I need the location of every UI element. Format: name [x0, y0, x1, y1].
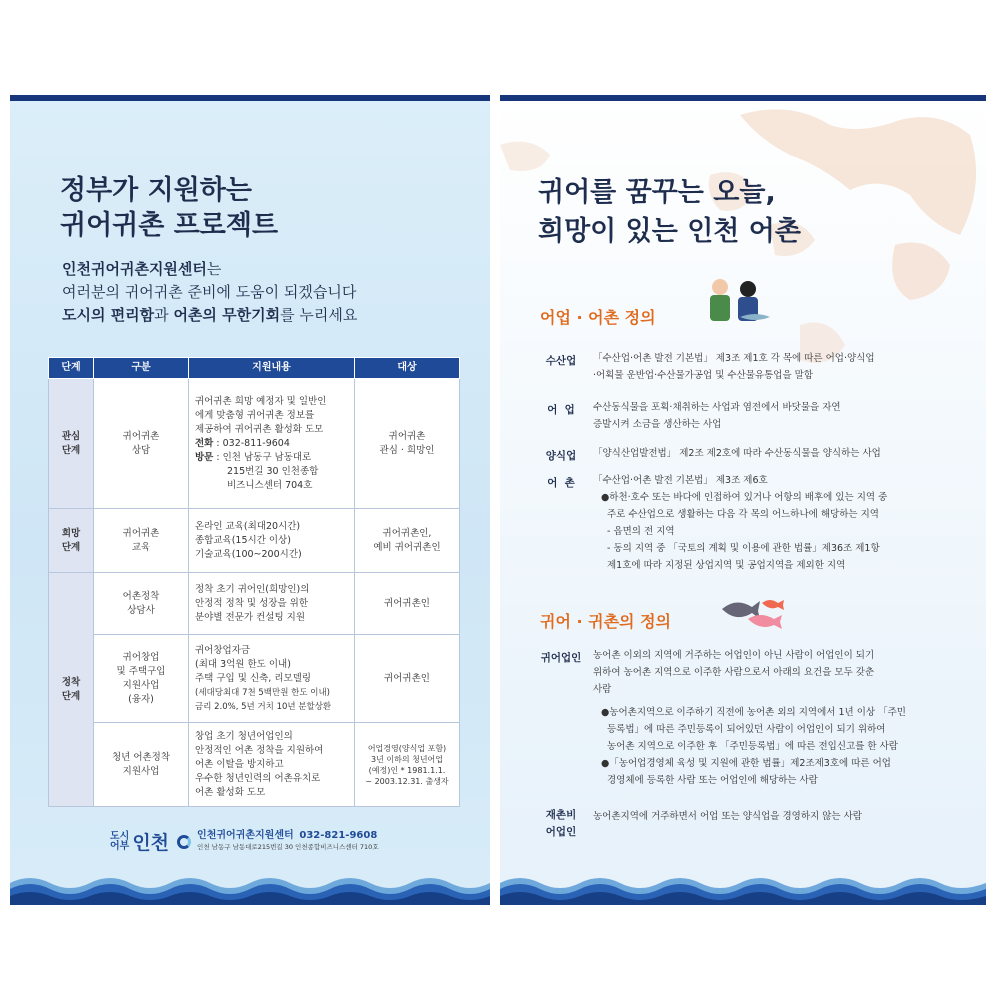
term-returning-fisher: 귀어업인: [540, 652, 582, 664]
center-name: 인천귀어귀촌지원센터: [197, 830, 294, 841]
support-line: 금리 2.0%, 5년 거치 10년 분할상환: [195, 701, 332, 712]
right-title-line2: 희망이 있는 인천 어촌: [538, 216, 801, 247]
support-cell: [189, 509, 355, 573]
right-title-line1: 귀어를 꿈꾸는 오늘,: [538, 177, 776, 208]
support-cell: [189, 379, 355, 509]
support-line: 안정적 정착 및 성장을 위한: [195, 597, 309, 609]
col-stage: 단계: [49, 358, 94, 379]
def-fisheries: [593, 350, 973, 384]
category-cell: 청년 어촌정착 지원사업: [94, 723, 189, 807]
term-fishing-village: 어 촌: [547, 477, 575, 489]
center-address: 인천 남동구 남동대로215번길 30 인천종합비즈니스센터 710호: [197, 843, 379, 851]
def-resident-nonfisher: [593, 808, 973, 825]
term-resident-nonfisher: 재촌비 어업인: [545, 809, 577, 838]
table-row: [49, 573, 460, 635]
center-phone: 032-821-9608: [299, 830, 378, 841]
wave-decoration: [10, 869, 490, 905]
def-line: 농어촌 지역으로 이주한 후 「주민등록법」에 따른 전입신고를 한 사람: [607, 741, 898, 752]
def-line: - 읍면의 전 지역: [607, 526, 675, 537]
logo-incheon: 인천: [132, 832, 170, 854]
fishermen-illustration: [700, 273, 772, 329]
fish-icon: [718, 595, 790, 637]
table-row: [49, 635, 460, 723]
visit-value: : 인천 남동구 남동대로: [213, 451, 312, 463]
intro-center-name: 인천귀어귀촌지원센터: [62, 260, 207, 278]
def-aquaculture: [593, 445, 973, 462]
support-line: 정착 초기 귀어인(희망인)의: [195, 583, 310, 595]
def-line: ·어획물 운반업·수산물가공업 및 수산물유통업을 말함: [593, 370, 814, 381]
def-line: 「양식산업발전법」 제2조 제2호에 따라 수산동식물을 양식하는 사업: [593, 448, 881, 459]
def-line: 농어촌지역에 거주하면서 어업 또는 양식업을 경영하지 않는 사람: [593, 811, 862, 822]
term-aquaculture: 양식업: [545, 450, 577, 462]
logo-small-text: 도시 어부: [110, 830, 130, 852]
category-cell: 귀어창업 및 주택구입 지원사업 (융자): [94, 635, 189, 723]
left-intro: [62, 258, 482, 327]
target-cell: 귀어귀촌인: [355, 635, 460, 723]
left-title-line2: 귀어귀촌 프로젝트: [60, 210, 279, 241]
support-cell: [189, 635, 355, 723]
support-line: 분야별 전문가 컨설팅 지원: [195, 611, 306, 623]
support-line: (세대당최대 7천 5백만원 한도 이내): [195, 687, 331, 698]
def-line: 「수산업·어촌 발전 기본법」 제3조 제1호 각 목에 따른 어업·양식업: [593, 353, 875, 364]
wave-decoration: [500, 869, 986, 905]
support-table: [48, 357, 460, 807]
table-row: [49, 509, 460, 573]
def-line: 증발시켜 소금을 생산하는 사업: [593, 419, 722, 430]
target-cell: 귀어귀촌인: [355, 573, 460, 635]
col-support: 지원내용: [189, 358, 355, 379]
phone-label: 전화: [195, 437, 214, 449]
table-row: [49, 379, 460, 509]
category-cell: 귀어귀촌 교육: [94, 509, 189, 573]
def-returning-fisher: [593, 647, 973, 789]
support-line: 귀어창업자금: [195, 644, 251, 656]
category-cell: 귀어귀촌 상담: [94, 379, 189, 509]
visit-label: 방문: [195, 451, 214, 463]
intro-t1: 과: [154, 306, 174, 324]
col-category: 구분: [94, 358, 189, 379]
table-header-row: [49, 358, 460, 379]
support-line: 안정적인 어촌 정착을 지원하여: [195, 744, 324, 756]
phone-value: : 032-811-9604: [213, 437, 290, 449]
support-cell: [189, 723, 355, 807]
def-line: 사람: [593, 684, 612, 695]
intro-b2: 어촌의 무한기회: [173, 306, 281, 324]
def-line: ●농어촌지역으로 이주하기 직전에 농어촌 외의 지역에서 1년 이상 「주민: [601, 707, 906, 718]
def-line: 제1호에 따라 지정된 상업지역 및 공업지역을 제외한 지역: [607, 560, 846, 571]
def-line: ●「농어업경영체 육성 및 지원에 관한 법률」제2조제3호에 따른 어업: [601, 758, 891, 769]
support-line: 제공하여 귀어귀촌 활성화 도모: [195, 423, 324, 435]
visit-value: 비즈니스센터 704호: [227, 479, 313, 491]
def-line: - 동의 지역 중 「국토의 계획 및 이용에 관한 법률」제36조 제1항: [607, 543, 880, 554]
support-line: (최대 3억원 한도 이내): [195, 658, 291, 670]
support-line: 종합교육(15시간 이상): [195, 534, 291, 546]
target-cell: 어업경영(양식업 포함) 3년 이하의 청년어업 (예정)인 * 1981.1.1. ~ 2003.12.31. 출생자: [355, 723, 460, 807]
def-line: 등록법」에 따른 주민등록이 되어있던 사람이 어업인이 되기 위하여: [607, 724, 886, 735]
target-cell: 귀어귀촌 관심 · 희망인: [355, 379, 460, 509]
def-fishing-village: [593, 472, 973, 574]
term-fisheries: 수산업: [545, 355, 577, 367]
def-line: 주로 수산업으로 생활하는 다음 각 목의 어느하나에 해당하는 지역: [607, 509, 879, 520]
def-line: 위하여 농어촌 지역으로 이주한 사람으로서 아래의 요건을 모두 갖춘: [593, 667, 875, 678]
support-line: 에게 맞춤형 귀어귀촌 정보를: [195, 409, 315, 421]
def-line: 경영체에 등록한 사람 또는 어업인에 해당하는 사람: [607, 775, 818, 786]
left-title-line1: 정부가 지원하는: [60, 175, 252, 206]
left-panel: [10, 95, 490, 905]
def-line: 농어촌 이외의 지역에 거주하는 어업인이 아닌 사람이 어업인이 되기: [593, 650, 875, 661]
stage-cell: 정착 단계: [49, 573, 94, 807]
support-line: 창업 초기 청년어업인의: [195, 730, 293, 742]
right-panel: [500, 95, 986, 905]
support-line: 어촌 활성화 도모: [195, 786, 266, 798]
support-line: 귀어귀촌 희망 예정자 및 일반인: [195, 395, 327, 407]
intro-b1: 도시의 편리함: [62, 306, 155, 324]
target-cell: 귀어귀촌인, 예비 귀어귀촌인: [355, 509, 460, 573]
intro-t2: 를 누리세요: [280, 306, 358, 324]
intro-line1-rest: 는: [206, 260, 222, 278]
col-target: 대상: [355, 358, 460, 379]
stage-cell: 관심 단계: [49, 379, 94, 509]
visit-value: 215번길 30 인천종합: [227, 465, 319, 477]
section-fishery-definition: 어업 · 어촌 정의: [540, 308, 656, 327]
top-bar: [10, 95, 490, 101]
term-fishing: 어 업: [547, 404, 575, 416]
center-info: [197, 830, 379, 853]
intro-line2: 여러분의 귀어귀촌 준비에 도움이 되겠습니다: [62, 283, 357, 301]
table-row: [49, 723, 460, 807]
section-return-definition: 귀어 · 귀촌의 정의: [540, 612, 671, 631]
right-title: [538, 173, 801, 251]
category-cell: 어촌정착 상담사: [94, 573, 189, 635]
support-line: 온라인 교육(최대20시간): [195, 520, 301, 532]
support-line: 우수한 청년인력의 어촌유치로: [195, 772, 321, 784]
footer: [110, 828, 379, 855]
stage-cell: 희망 단계: [49, 509, 94, 573]
def-line: 수산동식물을 포획·채취하는 사업과 염전에서 바닷물을 자연: [593, 402, 841, 413]
center-logo-icon: [177, 835, 191, 849]
support-line: 기술교육(100~200시간): [195, 548, 302, 560]
support-line: 주택 구입 및 신축, 리모델링: [195, 672, 312, 684]
def-fishing: [593, 399, 973, 433]
support-line: 어촌 이탈을 방지하고: [195, 758, 284, 770]
support-cell: [189, 573, 355, 635]
def-line: 「수산업·어촌 발전 기본법」 제3조 제6호: [593, 475, 768, 486]
def-line: ●하천·호수 또는 바다에 인접하여 있거나 어항의 배후에 있는 지역 중: [601, 492, 888, 503]
